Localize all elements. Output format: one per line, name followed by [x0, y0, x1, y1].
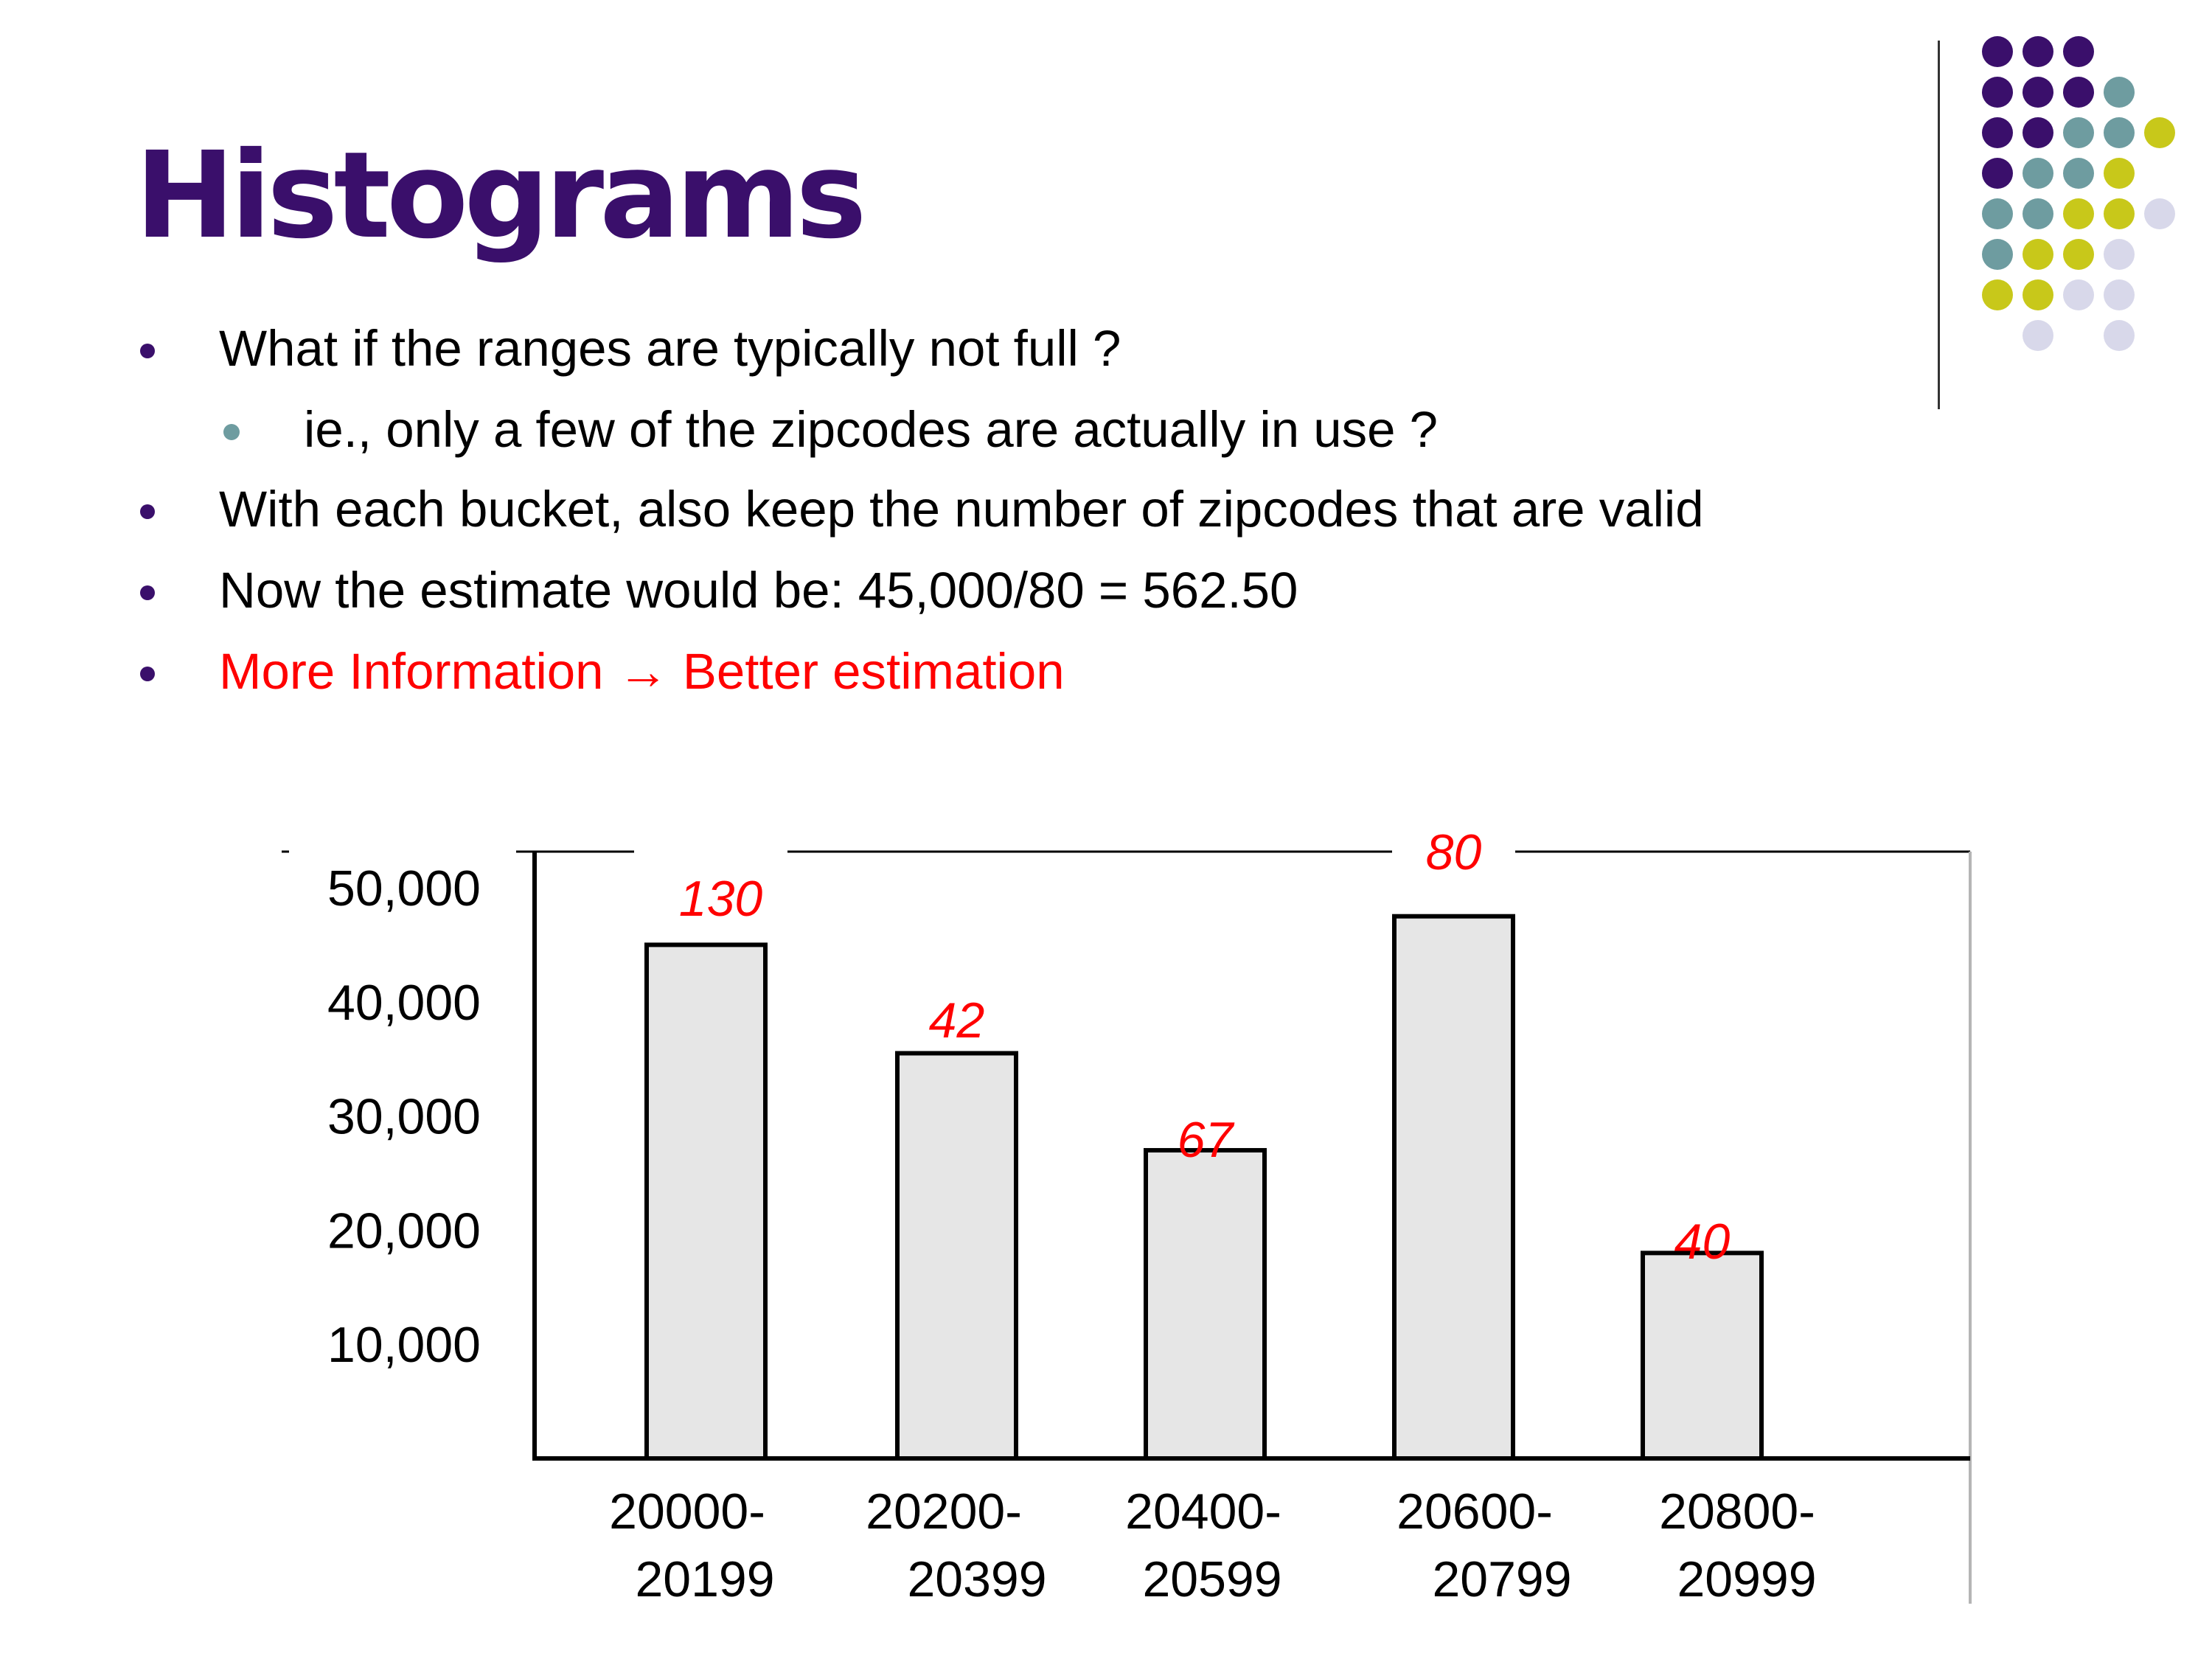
- bar-count-label: 130: [678, 871, 763, 927]
- slide-title: Histograms: [135, 127, 863, 265]
- histogram-bar: [1146, 1150, 1265, 1458]
- y-tick-label: 10,000: [327, 1317, 481, 1374]
- x-category-label: 20600-: [1397, 1484, 1553, 1540]
- sub-bullet-text: ie., only a few of the zipcodes are actually in use ?: [304, 401, 1439, 458]
- bullet-text: More Information → Better estimation: [219, 643, 1065, 700]
- histogram-bar: [647, 945, 765, 1458]
- bullet-text: With each bucket, also keep the number of zipcodes that are valid: [219, 481, 1704, 538]
- histogram-bar: [1394, 917, 1513, 1458]
- y-tick-label: 30,000: [327, 1088, 481, 1145]
- bar-count-label: 80: [1425, 824, 1482, 880]
- y-tick-label: 40,000: [327, 974, 481, 1031]
- histogram-bar: [1643, 1253, 1761, 1458]
- x-category-label: 20999: [1677, 1551, 1817, 1607]
- histogram-bar: [897, 1053, 1016, 1458]
- y-tick-label: 50,000: [327, 860, 481, 917]
- x-category-label: 20800-: [1659, 1484, 1815, 1540]
- x-category-label: 20000-: [609, 1484, 765, 1540]
- bullet-text: What if the ranges are typically not full ?: [219, 320, 1121, 377]
- y-tick-label: 20,000: [327, 1203, 481, 1259]
- x-category-label: 20399: [907, 1551, 1047, 1607]
- bar-count-label: 40: [1674, 1214, 1731, 1270]
- x-category-label: 20400-: [1125, 1484, 1281, 1540]
- x-category-label: 20199: [635, 1551, 775, 1607]
- bar-count-label: 42: [928, 992, 985, 1048]
- bar-count-label: 67: [1177, 1112, 1234, 1168]
- x-category-label: 20200-: [866, 1484, 1022, 1540]
- x-category-label: 20599: [1142, 1551, 1282, 1607]
- x-category-label: 20799: [1432, 1551, 1572, 1607]
- bullet-text: Now the estimate would be: 45,000/80 = 562.50: [219, 562, 1298, 619]
